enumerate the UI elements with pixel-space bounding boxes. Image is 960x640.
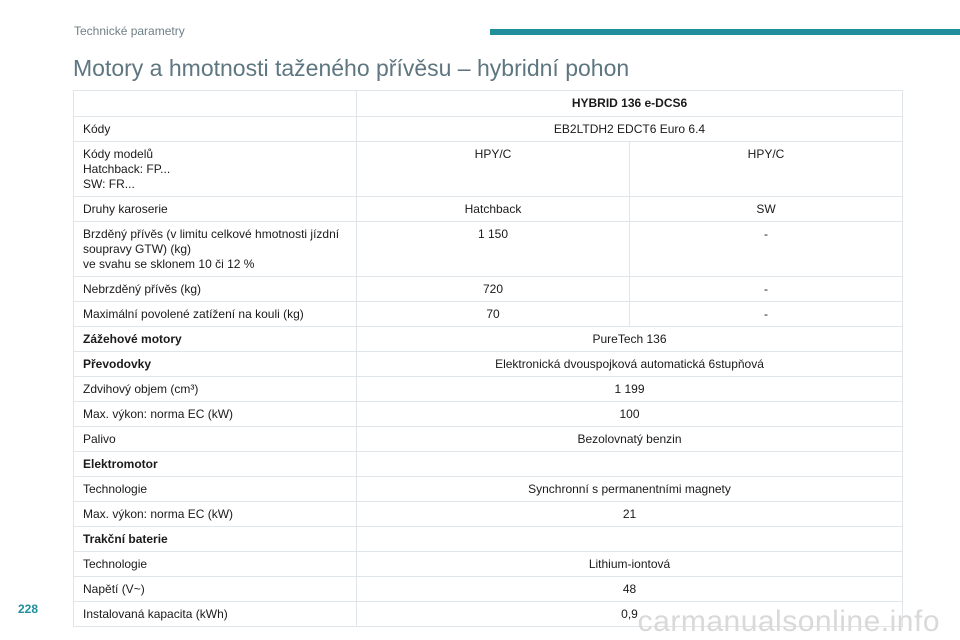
row-value-empty bbox=[357, 452, 903, 477]
row-value-sw: - bbox=[630, 302, 903, 327]
row-label bbox=[74, 222, 357, 277]
table-row-battery-technology bbox=[74, 552, 903, 577]
watermark-logo: carmanualsonline.info bbox=[637, 605, 940, 638]
label-line: ve svahu se sklonem 10 či 12 % bbox=[83, 257, 255, 271]
row-value: 0,9 bbox=[357, 602, 903, 627]
row-value-hatchback: 70 bbox=[357, 302, 630, 327]
row-value-hatchback: HPY/C bbox=[357, 142, 630, 197]
label-line: soupravy GTW) (kg) bbox=[83, 242, 192, 256]
label-line: Kódy modelů bbox=[83, 147, 154, 161]
table-row-unbraked-trailer bbox=[74, 277, 903, 302]
page-number: 228 bbox=[18, 602, 39, 616]
row-label: Elektromotor bbox=[74, 452, 357, 477]
table-row-body-types bbox=[74, 197, 903, 222]
spec-table bbox=[73, 90, 903, 627]
table-row-motor-power bbox=[74, 502, 903, 527]
row-label: Převodovky bbox=[74, 352, 357, 377]
row-value-sw: - bbox=[630, 277, 903, 302]
section-label: Technické parametry bbox=[74, 24, 185, 38]
row-value: Elektronická dvouspojková automatická 6stupňová bbox=[357, 352, 903, 377]
table-header-row bbox=[74, 91, 903, 117]
row-value: 100 bbox=[357, 402, 903, 427]
row-value-hatchback: Hatchback bbox=[357, 197, 630, 222]
table-row-motor-technology bbox=[74, 477, 903, 502]
row-value: 48 bbox=[357, 577, 903, 602]
row-label: Technologie bbox=[74, 477, 357, 502]
table-row-fuel bbox=[74, 427, 903, 452]
row-label: Trakční baterie bbox=[74, 527, 357, 552]
row-label: Nebrzděný přívěs (kg) bbox=[74, 277, 357, 302]
row-value: Bezolovnatý benzin bbox=[357, 427, 903, 452]
row-label: Zdvihový objem (cm³) bbox=[74, 377, 357, 402]
row-label: Max. výkon: norma EC (kW) bbox=[74, 502, 357, 527]
table-row-model-codes bbox=[74, 142, 903, 197]
row-label: Maximální povolené zatížení na kouli (kg) bbox=[74, 302, 357, 327]
row-value: 1 199 bbox=[357, 377, 903, 402]
row-value-hatchback: 1 150 bbox=[357, 222, 630, 277]
label-line: Hatchback: FP... bbox=[83, 162, 171, 176]
page-title: Motory a hmotnosti taženého přívěsu – hybridní pohon bbox=[73, 55, 630, 81]
table-row-displacement bbox=[74, 377, 903, 402]
model-header: HYBRID 136 e-DCS6 bbox=[357, 91, 903, 117]
row-label bbox=[74, 142, 357, 197]
table-row-gearboxes bbox=[74, 352, 903, 377]
header-empty-cell bbox=[74, 91, 357, 117]
table-row-braked-trailer bbox=[74, 222, 903, 277]
row-label: Druhy karoserie bbox=[74, 197, 357, 222]
table-row-towball-load bbox=[74, 302, 903, 327]
table-row-petrol-engines bbox=[74, 327, 903, 352]
table-row-electric-motor bbox=[74, 452, 903, 477]
row-label: Zážehové motory bbox=[74, 327, 357, 352]
row-value: Lithium-iontová bbox=[357, 552, 903, 577]
label-line: SW: FR... bbox=[83, 177, 135, 191]
row-label: Instalovaná kapacita (kWh) bbox=[74, 602, 357, 627]
table-row-traction-battery bbox=[74, 527, 903, 552]
table-row-codes bbox=[74, 117, 903, 142]
row-value-sw: SW bbox=[630, 197, 903, 222]
row-value-hatchback: 720 bbox=[357, 277, 630, 302]
row-label: Kódy bbox=[74, 117, 357, 142]
row-value: EB2LTDH2 EDCT6 Euro 6.4 bbox=[357, 117, 903, 142]
row-value: 21 bbox=[357, 502, 903, 527]
row-value-empty bbox=[357, 527, 903, 552]
row-label: Technologie bbox=[74, 552, 357, 577]
row-value: PureTech 136 bbox=[357, 327, 903, 352]
row-label: Max. výkon: norma EC (kW) bbox=[74, 402, 357, 427]
accent-bar bbox=[490, 29, 960, 35]
row-label: Palivo bbox=[74, 427, 357, 452]
row-value: Synchronní s permanentními magnety bbox=[357, 477, 903, 502]
table-row-engine-power bbox=[74, 402, 903, 427]
label-line: Brzděný přívěs (v limitu celkové hmotnosti jízdní bbox=[83, 227, 340, 241]
row-value-sw: HPY/C bbox=[630, 142, 903, 197]
table-row-voltage bbox=[74, 577, 903, 602]
row-label: Napětí (V~) bbox=[74, 577, 357, 602]
row-value-sw: - bbox=[630, 222, 903, 277]
